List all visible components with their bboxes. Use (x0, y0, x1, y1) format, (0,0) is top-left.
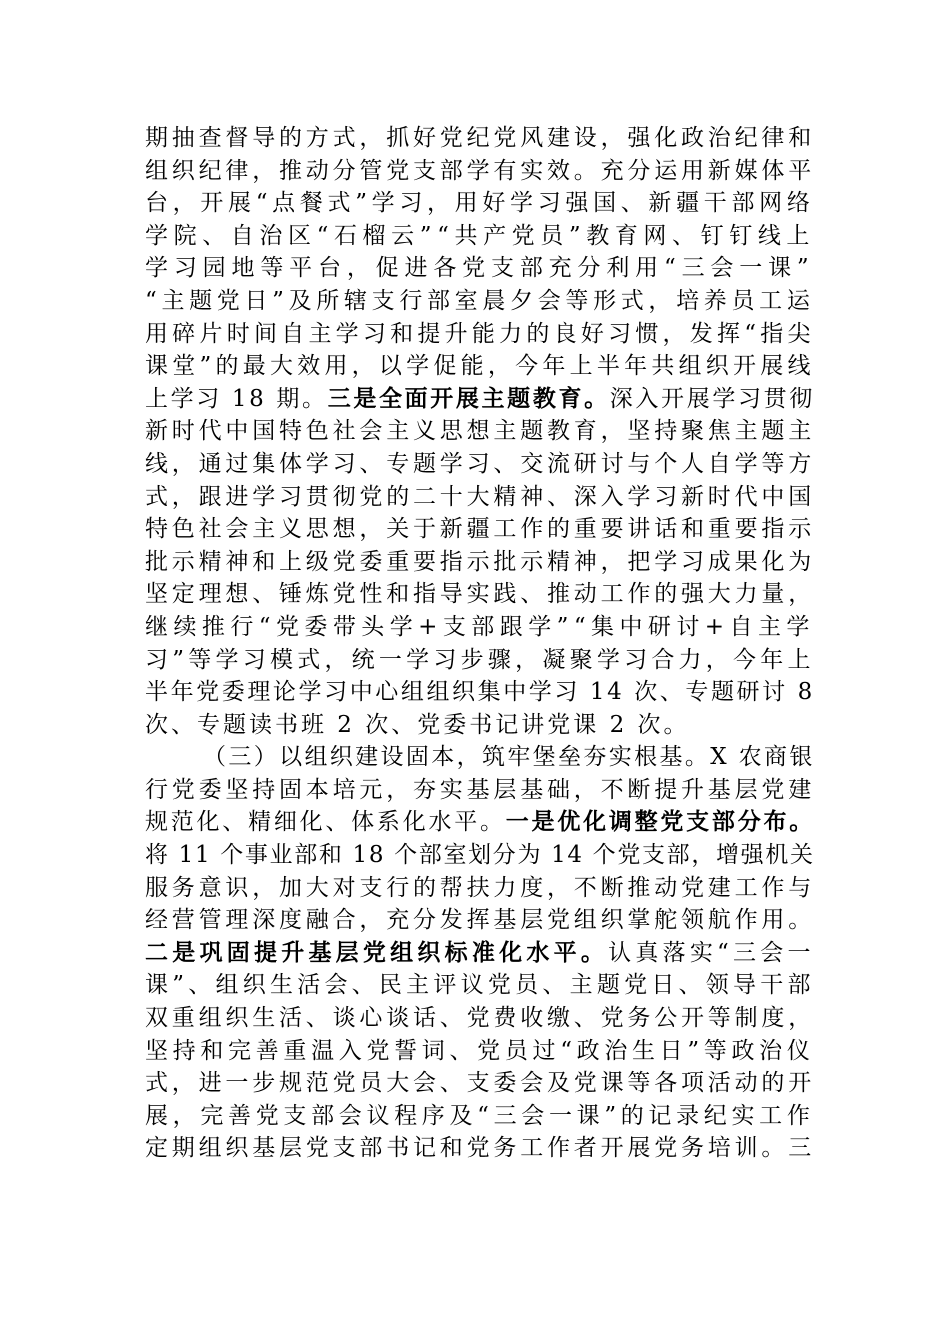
text-segment: 继续推行“党委带头学+支部跟学”“集中研讨+自主学 (145, 613, 815, 640)
text-line (145, 709, 815, 742)
text-segment: 习”等学习模式，统一学习步骤，凝聚学习合力，今年上 (145, 646, 815, 673)
text-segment: 学习园地等平台，促进各党支部充分利用“三会一课” (145, 255, 815, 282)
text-line (145, 513, 815, 546)
text-segment: 组织纪律，推动分管党支部学有实效。充分运用新媒体平 (145, 157, 815, 184)
text-segment: 用碎片时间自主学习和提升能力的良好习惯，发挥“指尖 (145, 320, 815, 347)
text-segment: 学院、自治区“石榴云”“共产党员”教育网、钉钉线上 (145, 222, 816, 249)
text-segment: 新时代中国特色社会主义思想主题教育，坚持聚焦主题主 (145, 418, 815, 445)
bold-heading-text: 二是巩固提升基层党组织标准化水平。 (145, 938, 609, 966)
text-line (145, 122, 815, 155)
text-segment: 课”、组织生活会、民主评议党员、主题党日、领导干部 (145, 972, 815, 999)
text-line (145, 546, 815, 579)
bold-heading-text: 一是优化调整党支部分布。 (505, 808, 816, 836)
text-segment: 特色社会主义思想，关于新疆工作的重要讲话和重要指示 (145, 516, 815, 543)
text-segment: 经营管理深度融合，充分发挥基层党组织掌舵领航作用。 (145, 907, 815, 934)
text-line (145, 611, 815, 644)
text-line (145, 904, 815, 937)
text-segment: 坚持和完善重温入党誓词、党员过“政治生日”等政治仪 (145, 1037, 815, 1064)
text-segment: 双重组织生活、谈心谈话、党费收缴、党务公开等制度， (145, 1005, 815, 1032)
text-line (145, 644, 815, 677)
text-line (145, 1002, 815, 1035)
text-segment: “主题党日”及所辖支行部室晨夕会等形式，培养员工运 (145, 287, 815, 314)
text-segment: 线，通过集体学习、专题学习、交流研讨与个人自学等方 (145, 450, 815, 477)
text-line (145, 415, 815, 448)
text-segment: 式，跟进学习贯彻党的二十大精神、深入学习新时代中国 (145, 483, 815, 510)
text-line (145, 1100, 815, 1133)
text-line (145, 578, 815, 611)
text-line (145, 481, 815, 514)
text-line (145, 937, 815, 970)
text-segment: 课堂”的最大效用，以学促能，今年上半年共组织开展线 (145, 353, 815, 380)
text-line (145, 350, 815, 383)
text-line (145, 383, 815, 416)
text-segment: 认真落实“三会一 (608, 939, 815, 966)
text-line (145, 741, 815, 774)
text-line (145, 1132, 815, 1165)
text-segment: 次、专题读书班 2 次、党委书记讲党课 2 次。 (145, 711, 690, 738)
text-segment: 规范化、精细化、体系化水平。 (145, 809, 506, 836)
text-segment: 式，进一步规范党员大会、支委会及党课等各项活动的开 (145, 1070, 815, 1097)
text-line (145, 448, 815, 481)
text-line (145, 155, 815, 188)
text-segment: 上学习 18 期。 (145, 385, 328, 412)
text-line (145, 1067, 815, 1100)
text-line (145, 318, 815, 351)
text-line (145, 839, 815, 872)
text-segment: 将 11 个事业部和 18 个部室划分为 14 个党支部，增强机关 (145, 842, 815, 869)
text-segment: 半年党委理论学习中心组组织集中学习 14 次、专题研讨 8 (145, 679, 815, 706)
text-segment: 深入开展学习贯彻 (609, 385, 815, 412)
text-segment: 台，开展“点餐式”学习，用好学习强国、新疆干部网络 (145, 190, 815, 217)
text-line (145, 285, 815, 318)
text-line (145, 806, 815, 839)
text-segment: 行党委坚持固本培元，夯实基层基础，不断提升基层党建 (145, 776, 815, 803)
bold-heading-text: 三是全面开展主题教育。 (327, 384, 610, 412)
text-line (145, 220, 815, 253)
text-segment: 批示精神和上级党委重要指示批示精神，把学习成果化为 (145, 548, 815, 575)
text-segment: （三）以组织建设固本，筑牢堡垒夯实根基。X 农商银 (203, 744, 815, 771)
body-text (145, 122, 815, 1165)
text-line (145, 872, 815, 905)
text-line (145, 1035, 815, 1068)
text-segment: 展，完善党支部会议程序及“三会一课”的记录纪实工作 (145, 1102, 815, 1129)
text-segment: 定期组织基层党支部书记和党务工作者开展党务培训。三 (145, 1135, 815, 1162)
text-line (145, 676, 815, 709)
text-segment: 服务意识，加大对支行的帮扶力度，不断推动党建工作与 (145, 874, 815, 901)
text-line (145, 187, 815, 220)
text-line (145, 969, 815, 1002)
text-segment: 坚定理想、锤炼党性和指导实践、推动工作的强大力量， (145, 581, 815, 608)
text-segment: 期抽查督导的方式，抓好党纪党风建设，强化政治纪律和 (145, 125, 815, 151)
text-line (145, 774, 815, 807)
text-line (145, 252, 815, 285)
